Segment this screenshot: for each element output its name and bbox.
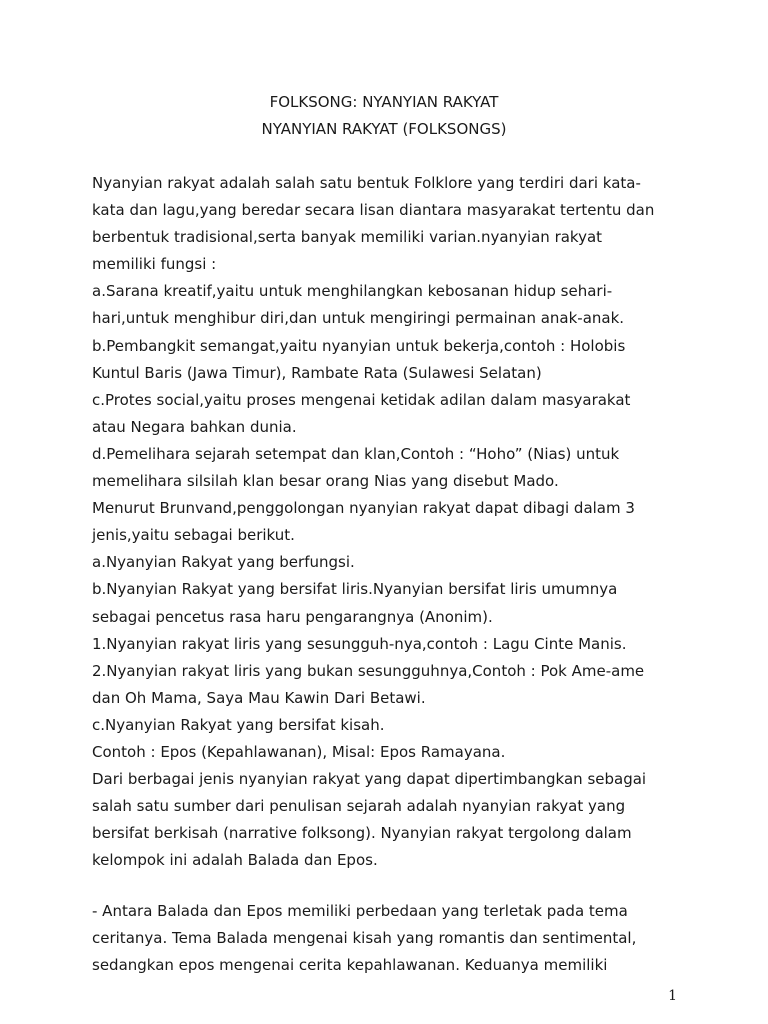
text-line: ceritanya. Tema Balada mengenai kisah yang romantis dan sentimental, [92, 929, 637, 948]
text-line: memiliki fungsi : [92, 255, 217, 274]
text-line: kata dan lagu,yang beredar secara lisan diantara masyarakat tertentu dan [92, 201, 655, 220]
text-line: hari,untuk menghibur diri,dan untuk mengiringi permainan anak-anak. [92, 309, 625, 328]
document-title: FOLKSONG: NYANYIAN RAKYAT [269, 93, 499, 111]
text-line: - Antara Balada dan Epos memiliki perbedaan yang terletak pada tema [92, 902, 628, 920]
text-line: 1.Nyanyian rakyat liris yang sesungguh-nya,contoh : Lagu Cinte Manis. [92, 634, 627, 653]
text-line: Menurut Brunvand,penggolongan nyanyian rakyat dapat dibagi dalam 3 [92, 499, 635, 518]
paragraph-balada-epos [92, 898, 692, 979]
text-line: a.Sarana kreatif,yaitu untuk menghilangkan kebosanan hidup sehari- [92, 282, 613, 301]
text-line: Dari berbagai jenis nyanyian rakyat yang dapat dipertimbangkan sebagai [92, 770, 647, 789]
text-line: sebagai pencetus rasa haru pengarangnya (Anonim). [92, 607, 493, 626]
text-line: dan Oh Mama, Saya Mau Kawin Dari Betawi. [92, 688, 426, 707]
text-line: memelihara silsilah klan besar orang Nias yang disebut Mado. [92, 472, 559, 491]
text-line: b.Pembangkit semangat,yaitu nyanyian untuk bekerja,contoh : Holobis [92, 336, 626, 355]
text-line: Contoh : Epos (Kepahlawanan), Misal: Epos Ramayana. [92, 742, 506, 761]
text-line: Nyanyian rakyat adalah salah satu bentuk Folklore yang terdiri dari kata- [92, 174, 641, 192]
text-line: kelompok ini adalah Balada dan Epos. [92, 851, 378, 870]
text-line: 2.Nyanyian rakyat liris yang bukan sesungguhnya,Contoh : Pok Ame-ame [92, 661, 645, 680]
text-line: berbentuk tradisional,serta banyak memiliki varian.nyanyian rakyat [92, 228, 603, 247]
text-line: sedangkan epos mengenai cerita kepahlawanan. Keduanya memiliki [92, 956, 608, 975]
text-line: b.Nyanyian Rakyat yang bersifat liris.Nyanyian bersifat liris umumnya [92, 580, 618, 599]
paragraph-main [92, 170, 692, 874]
text-line: c.Nyanyian Rakyat yang bersifat kisah. [92, 715, 385, 734]
text-line: d.Pemelihara sejarah setempat dan klan,Contoh : “Hoho” (Nias) untuk [92, 444, 620, 463]
text-line: bersifat berkisah (narrative folksong). Nyanyian rakyat tergolong dalam [92, 824, 632, 843]
text-line: Kuntul Baris (Jawa Timur), Rambate Rata (Sulawesi Selatan) [92, 363, 542, 382]
text-line: c.Protes social,yaitu proses mengenai ketidak adilan dalam masyarakat [92, 390, 631, 409]
page-number: 1 [668, 988, 677, 1004]
text-line: salah satu sumber dari penulisan sejarah adalah nyanyian rakyat yang [92, 797, 626, 816]
text-line: jenis,yaitu sebagai berikut. [92, 526, 295, 545]
text-line: atau Negara bahkan dunia. [92, 417, 297, 436]
document-subtitle: NYANYIAN RAKYAT (FOLKSONGS) [261, 120, 507, 138]
text-line: a.Nyanyian Rakyat yang berfungsi. [92, 553, 355, 572]
